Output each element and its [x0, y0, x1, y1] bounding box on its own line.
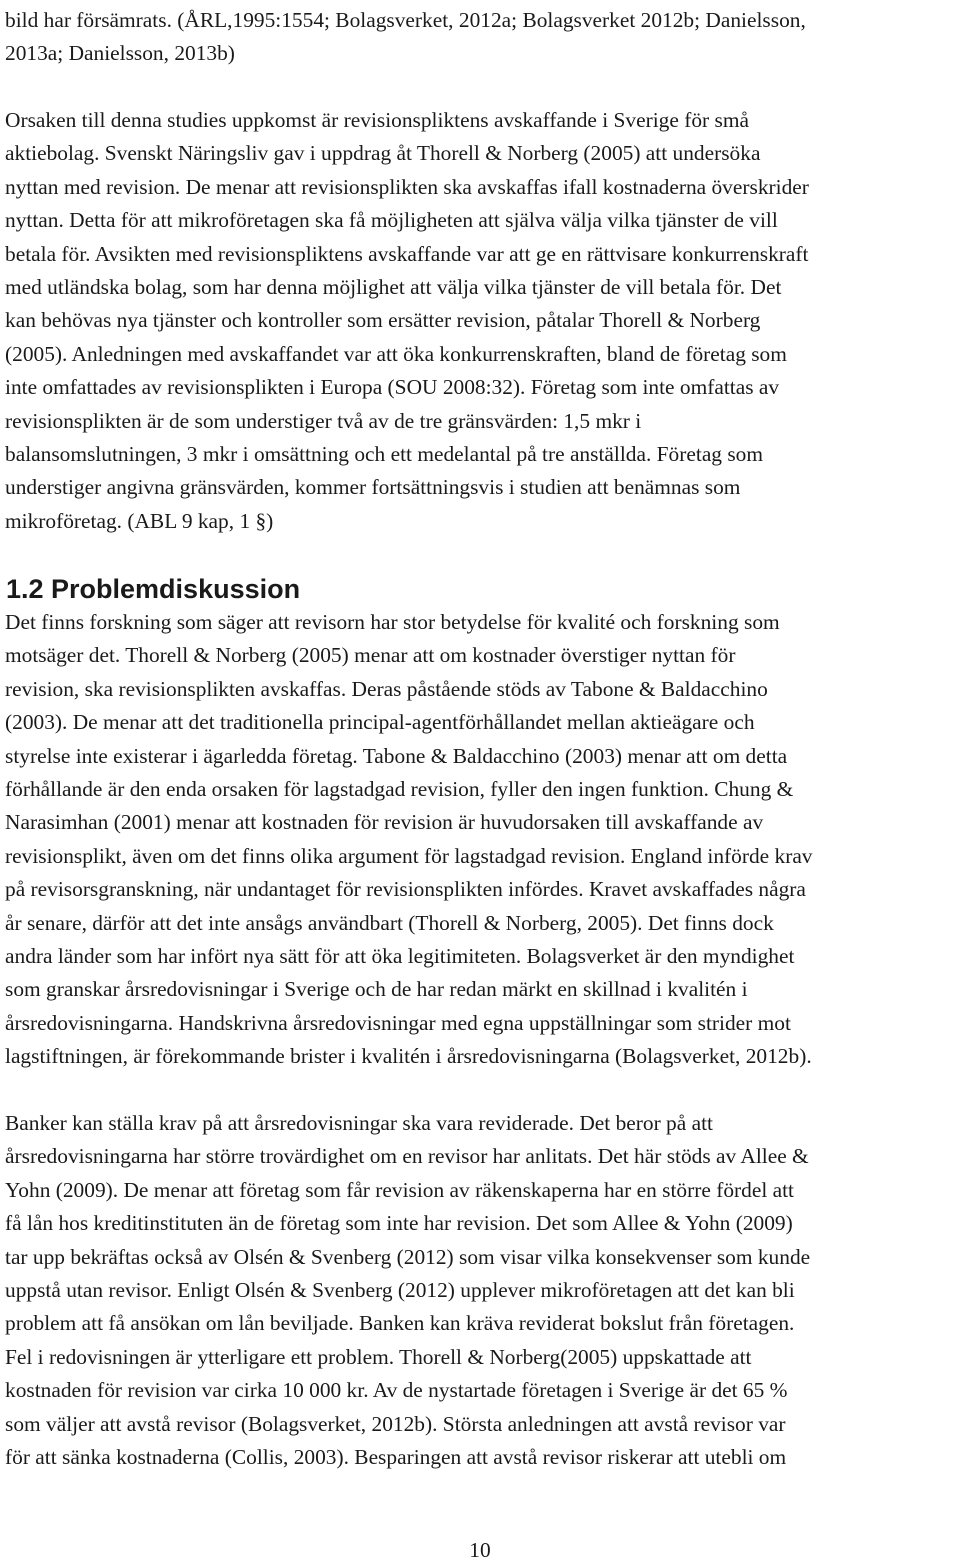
- text-line: betala för. Avsikten med revisionspliktens avskaffande var att ge en rättvisare konkurrenskraft: [5, 241, 809, 266]
- section-heading: 1.2 Problemdiskussion: [6, 574, 301, 604]
- text-line: 2013a; Danielsson, 2013b): [5, 41, 235, 66]
- paragraph-problem-discussion: [5, 606, 955, 1073]
- text-line: mikroföretag. (ABL 9 kap, 1 §): [5, 508, 274, 533]
- text-line: kan behövas nya tjänster och kontroller som ersätter revision, påtalar Thorell & Norberg: [5, 308, 761, 333]
- text-line: Narasimhan (2001) menar att kostnaden för revision är huvudorsaken till avskaffande av: [5, 810, 764, 835]
- text-line: aktiebolag. Svenskt Näringsliv gav i uppdrag åt Thorell & Norberg (2005) att undersöka: [5, 141, 761, 166]
- paragraph-continuation: [5, 4, 955, 71]
- text-line: för att sänka kostnaderna (Collis, 2003). Besparingen att avstå revisor riskerar att utebli om: [5, 1444, 787, 1469]
- text-line: nyttan med revision. De menar att revisionsplikten ska avskaffas ifall kostnaderna överskrider: [5, 174, 809, 199]
- text-line: förhållande är den enda orsaken för lagstadgad revision, fyller den ingen funktion. Chung &: [5, 776, 794, 801]
- text-line: problem att få ansökan om lån beviljade. Banken kan kräva reviderat bokslut från företagen.: [5, 1311, 795, 1336]
- text-line: bild har försämrats. (ÅRL,1995:1554; Bolagsverket, 2012a; Bolagsverket 2012b; Danielsson,: [5, 8, 806, 32]
- text-line: på revisorsgranskning, när undantaget för revisionsplikten infördes. Kravet avskaffades några: [5, 877, 806, 902]
- text-line: motsäger det. Thorell & Norberg (2005) menar att om kostnader överstiger nyttan för: [5, 643, 736, 668]
- text-line: Det finns forskning som säger att revisorn har stor betydelse för kvalité och forskning som: [5, 610, 780, 634]
- text-line: uppstå utan revisor. Enligt Olsén & Svenberg (2012) upplever mikroföretagen att det kan bli: [5, 1277, 795, 1302]
- text-line: Orsaken till denna studies uppkomst är revisionspliktens avskaffande i Sverige för små: [5, 108, 749, 132]
- text-line: revisionsplikt, även om det finns olika argument för lagstadgad revision. England införde krav: [5, 843, 813, 868]
- text-line: inte omfattades av revisionsplikten i Europa (SOU 2008:32). Företag som inte omfattas av: [5, 375, 780, 400]
- text-line: kostnaden för revision var cirka 10 000 kr. Av de nystartade företagen i Sverige är det 65 %: [5, 1378, 788, 1403]
- text-line: (2005). Anledningen med avskaffandet var att öka konkurrenskraften, bland de företag som: [5, 341, 787, 366]
- text-line: som granskar årsredovisningar i Sverige och de har redan märkt en skillnad i kvalitén i: [5, 977, 748, 1002]
- text-line: år senare, därför att det inte ansågs användbart (Thorell & Norberg, 2005). Det finns dock: [5, 910, 774, 935]
- text-line: med utländska bolag, som har denna möjlighet att välja vilka tjänster de vill betala för. Det: [5, 274, 782, 299]
- page-number: 10: [469, 1538, 491, 1562]
- text-line: Banker kan ställa krav på att årsredovisningar ska vara reviderade. Det beror på att: [5, 1111, 713, 1135]
- text-line: styrelse inte existerar i ägarledda företag. Tabone & Baldacchino (2003) menar att om detta: [5, 743, 788, 768]
- text-line: balansomslutningen, 3 mkr i omsättning och ett medelantal på tre anställda. Företag som: [5, 441, 764, 466]
- text-line: årsredovisningarna har större trovärdighet om en revisor har anlitats. Det här stöds av Allee &: [5, 1144, 809, 1169]
- text-line: som väljer att avstå revisor (Bolagsverket, 2012b). Största anledningen att avstå revisor var: [5, 1411, 786, 1436]
- text-line: revision, ska revisionsplikten avskaffas. Deras påstående stöds av Tabone & Baldacchino: [5, 676, 768, 701]
- text-line: tar upp bekräftas också av Olsén & Svenberg (2012) som visar vilka konsekvenser som kunde: [5, 1244, 811, 1269]
- text-line: revisionsplikten är de som understiger två av de tre gränsvärden: 1,5 mkr i: [5, 408, 642, 433]
- text-line: understiger angivna gränsvärden, kommer fortsättningsvis i studien att benämnas som: [5, 475, 741, 500]
- paragraph-banks: [5, 1107, 955, 1474]
- text-line: årsredovisningarna. Handskrivna årsredovisningar med egna uppställningar som strider mot: [5, 1010, 791, 1035]
- text-line: (2003). De menar att det traditionella principal-agentförhållandet mellan aktieägare och: [5, 710, 755, 735]
- text-line: Fel i redovisningen är ytterligare ett problem. Thorell & Norberg(2005) uppskattade att: [5, 1344, 752, 1369]
- text-line: få lån hos kreditinstituten än de företag som inte har revision. Det som Allee & Yohn (2009): [5, 1211, 793, 1236]
- text-line: nyttan. Detta för att mikroföretagen ska få möjligheten att själva välja vilka tjänster de vill: [5, 208, 778, 233]
- paragraph-background: [5, 104, 955, 538]
- text-line: Yohn (2009). De menar att företag som får revision av räkenskaperna har en större fördel att: [5, 1177, 794, 1202]
- text-line: lagstiftningen, är förekommande brister i kvalitén i årsredovisningarna (Bolagsverket, 2012b).: [5, 1044, 812, 1069]
- text-line: andra länder som har infört nya sätt för att öka legitimiteten. Bolagsverket är den myndighet: [5, 943, 795, 968]
